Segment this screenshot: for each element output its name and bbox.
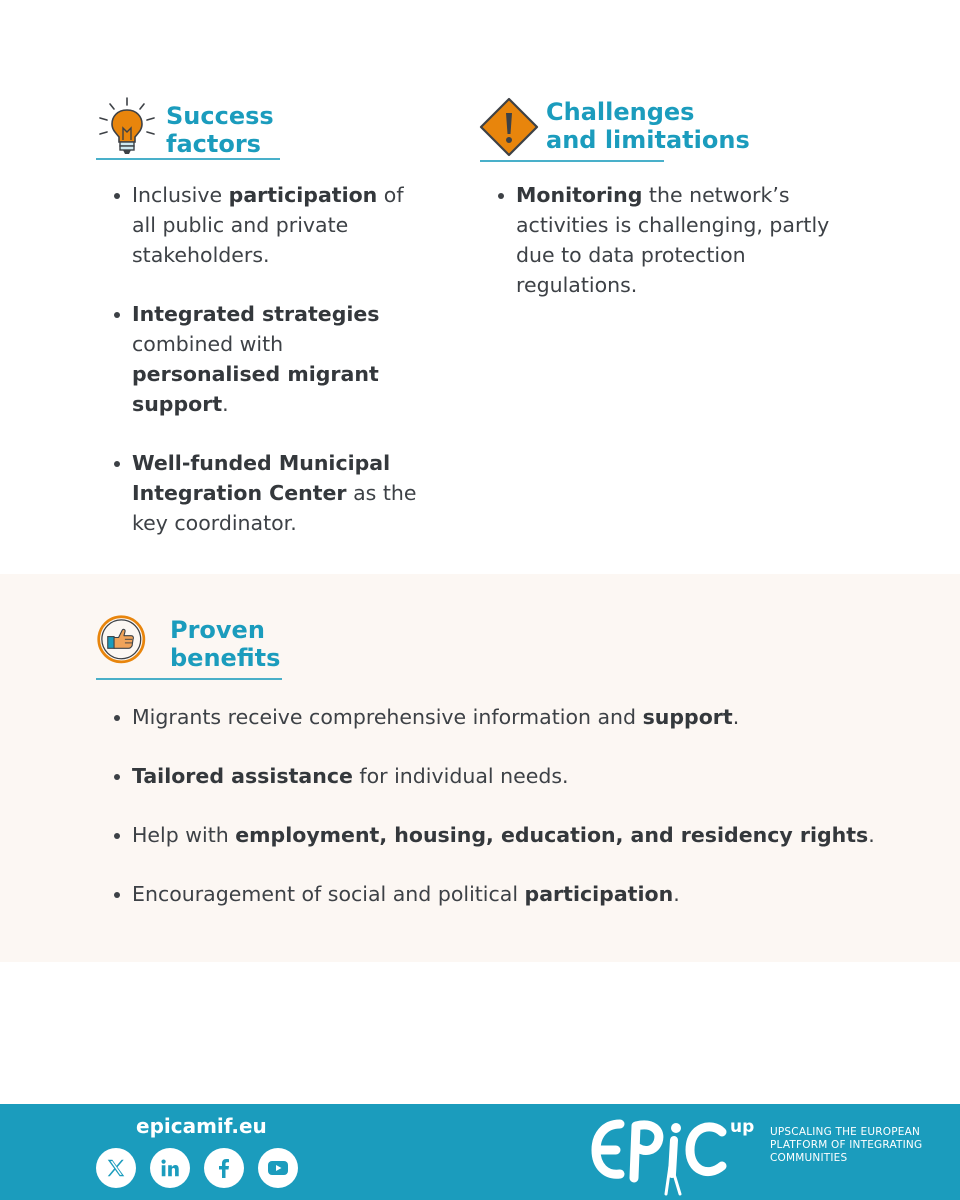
text: of all public and private stakeholders. [132,183,404,267]
linkedin-icon[interactable] [150,1148,190,1188]
text: Inclusive [132,183,229,207]
success-factors-header [96,96,274,158]
success-title-line1: Success [166,102,274,130]
bold-text: Tailored assistance [132,764,353,788]
bold-text: employment, housing, education, and residency rights [235,823,869,847]
benefits-list [114,702,904,909]
bold-text: personalised migrant support [132,362,379,416]
text: as the key coordinator. [132,481,417,535]
text: Help with [132,823,236,847]
bold-text: participation [228,183,378,207]
list-item [114,761,904,791]
logo-tagline: UPSCALING THE EUROPEAN PLATFORM OF INTEGRATING COMMUNITIES [770,1126,923,1164]
list-item [114,448,434,538]
list-item [114,299,434,419]
success-factors-title [166,102,274,158]
text: Migrants receive comprehensive information and [132,705,643,729]
social-links [96,1148,298,1188]
footer [0,1104,960,1200]
text: Encouragement of social and political [132,882,525,906]
bold-text: support [642,705,733,729]
text: the network’s activities is challenging, partly due to data protection regulations. [516,183,830,297]
bold-text: Well-funded Municipal Integration Center [132,451,391,505]
text: for individual needs. [352,764,569,788]
list-item [114,820,904,850]
benefits-title [170,616,280,672]
logo-superscript: up [730,1117,755,1137]
x-icon[interactable] [96,1148,136,1188]
challenges-title-line1: Challenges [546,98,695,126]
list-item [114,702,904,732]
list-item [114,879,904,909]
benefits-title-line2: benefits [170,644,281,672]
challenges-title [546,98,750,154]
facebook-icon[interactable] [204,1148,244,1188]
lightbulb-icon [96,96,158,158]
text: . [868,823,875,847]
thumbs-up-icon [96,614,152,670]
list-item [498,180,838,300]
bold-text: participation [524,882,674,906]
benefits-underline [96,678,282,680]
website-link[interactable]: epicamif.eu [136,1114,267,1138]
list-item [114,180,434,270]
text: . [222,392,229,416]
bold-text: Monitoring [516,183,643,207]
warning-icon [478,96,540,158]
youtube-icon[interactable] [258,1148,298,1188]
challenges-title-line2: and limitations [546,126,750,154]
bold-text: Integrated strategies [132,302,380,326]
benefits-header [96,614,280,672]
benefits-title-line1: Proven [170,616,265,644]
text: combined with [132,332,284,356]
success-underline [96,158,280,160]
epic-up-logo [590,1110,760,1200]
challenges-header [478,96,750,158]
challenges-list [498,180,838,300]
text: . [673,882,680,906]
success-factors-list [114,180,434,538]
text: . [732,705,740,729]
success-title-line2: factors [166,130,261,158]
challenges-underline [480,160,664,162]
